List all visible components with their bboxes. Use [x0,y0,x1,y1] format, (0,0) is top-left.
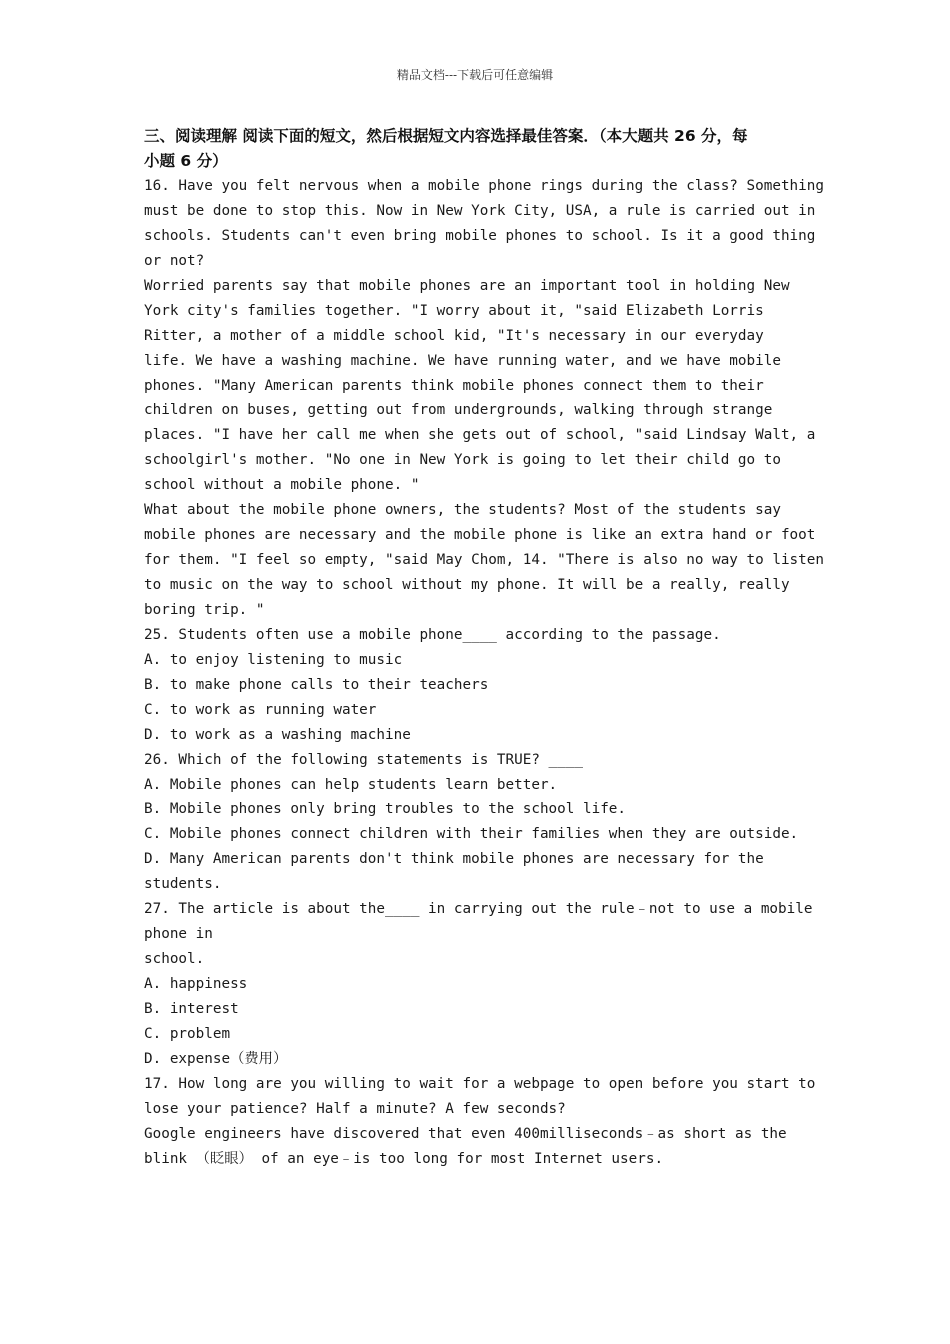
document-body [144,124,834,1172]
text-line: D. expense（费用） [144,1050,288,1067]
text-line: B. Mobile phones only bring troubles to the school life. [144,801,627,818]
text-line: D. Many American parents don't think mobile phones are necessary for the [144,851,764,868]
section-title-line-2: 小题 6 分） [144,152,228,170]
text-line: children on buses, getting out from undergrounds, walking through strange [144,402,773,419]
text-line: A. Mobile phones can help students learn better. [144,776,558,793]
text-line: or not? [144,252,205,269]
text-line: 16. Have you felt nervous when a mobile phone rings during the class? Something [144,178,824,194]
text-line: boring trip. " [144,601,265,618]
text-line: for them. "I feel so empty, "said May Chom, 14. "There is also no way to listen [144,552,824,569]
text-line: Worried parents say that mobile phones are an important tool in holding New [144,277,790,294]
text-line: A. to enjoy listening to music [144,651,403,668]
text-line: York city's families together. "I worry about it, "said Elizabeth Lorris [144,302,764,319]
text-line: What about the mobile phone owners, the students? Most of the students say [144,502,781,519]
text-line: must be done to stop this. Now in New York City, USA, a rule is carried out in [144,202,816,219]
text-line: schools. Students can't even bring mobile phones to school. Is it a good thing [144,227,816,244]
text-line: phone in [144,926,213,943]
text-line: C. to work as running water [144,701,377,718]
text-line: 27. The article is about the____ in carrying out the rule﹣not to use a mobile [144,901,813,918]
text-line: B. interest [144,1000,239,1017]
text-line: C. Mobile phones connect children with their families when they are outside. [144,826,799,843]
text-line: D. to work as a washing machine [144,726,411,743]
text-line: 17. How long are you willing to wait for a webpage to open before you start to [144,1075,816,1092]
text-line: blink （眨眼） of an eye﹣is too long for most Internet users. [144,1150,664,1167]
text-line: C. problem [144,1025,231,1042]
text-line: A. happiness [144,976,248,992]
section-title-line-1: 三、阅读理解 阅读下面的短文，然后根据短文内容选择最佳答案．（本大题共 26 分，每 [144,127,748,145]
text-line: schoolgirl's mother. "No one in New York is going to let their child go to [144,452,781,469]
text-line: life. We have a washing machine. We have running water, and we have mobile [144,352,781,369]
text-line: school. [144,951,205,968]
text-line: places. "I have her call me when she gets out of school, "said Lindsay Walt, a [144,427,816,444]
text-line: B. to make phone calls to their teachers [144,676,489,693]
text-line: 26. Which of the following statements is TRUE? ____ [144,751,583,768]
text-line: Ritter, a mother of a middle school kid, "It's necessary in our everyday [144,327,764,344]
page-header: 精品文档---下载后可任意编辑 [396,68,554,82]
text-line: school without a mobile phone. " [144,477,420,494]
passage-text [144,174,834,1172]
text-line: phones. "Many American parents think mobile phones connect them to their [144,377,764,394]
text-line: mobile phones are necessary and the mobile phone is like an extra hand or foot [144,527,816,544]
text-line: lose your patience? Half a minute? A few seconds? [144,1100,566,1117]
text-line: Google engineers have discovered that even 400milliseconds﹣as short as the [144,1125,787,1142]
text-line: students. [144,876,222,893]
text-line: to music on the way to school without my phone. It will be a really, really [144,577,790,593]
text-line: 25. Students often use a mobile phone____ according to the passage. [144,626,721,643]
